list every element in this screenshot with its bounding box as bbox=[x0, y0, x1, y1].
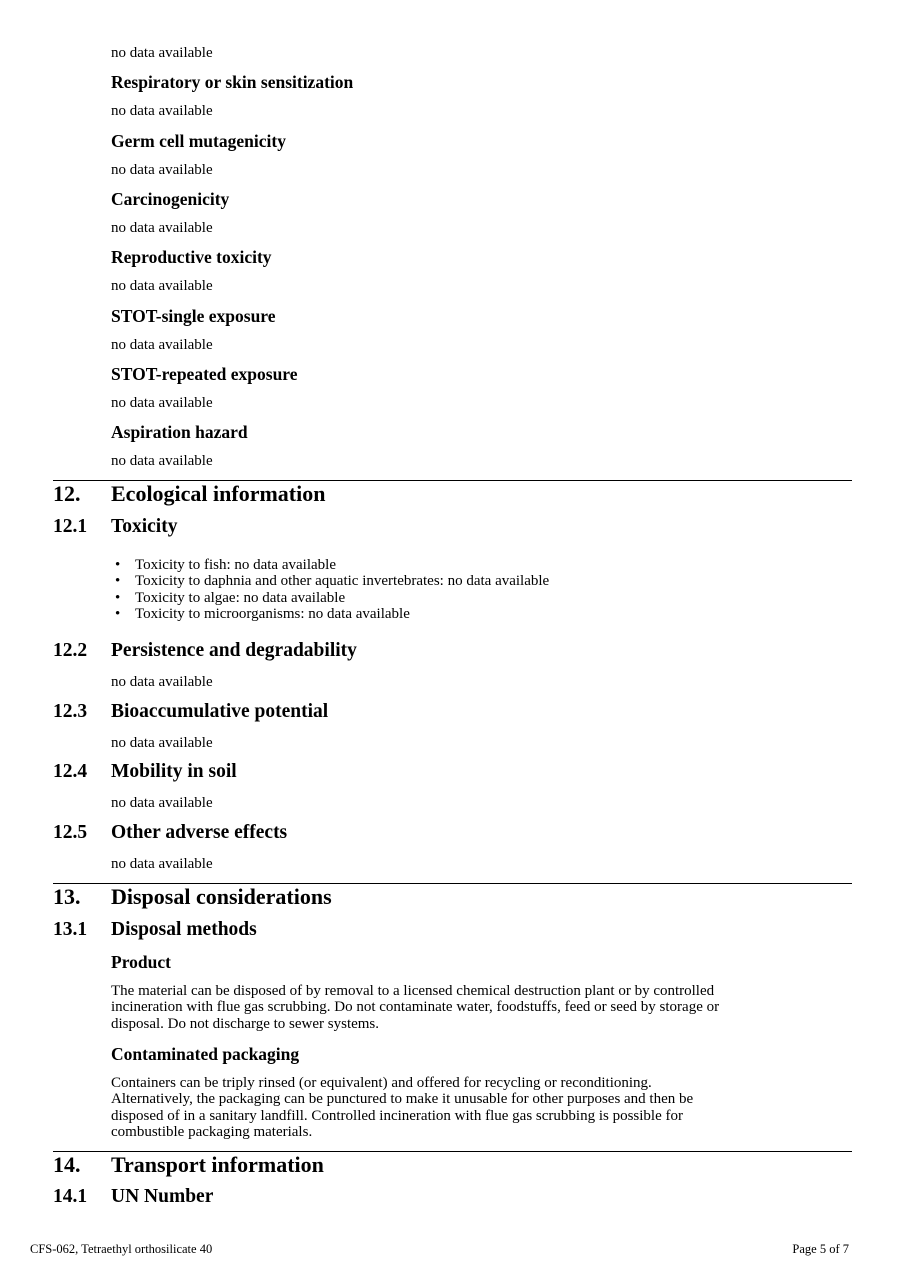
stot-repeated-heading: STOT-repeated exposure bbox=[111, 364, 298, 384]
list-item: • Toxicity to daphnia and other aquatic invertebrates: no data available bbox=[115, 573, 550, 590]
toxicity-bullet-list bbox=[111, 557, 549, 622]
section-12-3-number: 12.3 bbox=[53, 701, 88, 722]
section-13-number: 13. bbox=[53, 884, 81, 909]
carcinogenicity-heading: Carcinogenicity bbox=[111, 189, 230, 209]
product-paragraph: The material can be disposed of by removal to a licensed chemical destruction plant or by controlled incineration with flue gas scrubbing. Do not contaminate water, foodstuffs, feed or seed by storage or disposal. Do not discharge to sewer systems. bbox=[111, 983, 720, 1032]
list-item: • Toxicity to fish: no data available bbox=[115, 557, 336, 573]
contaminated-packaging-heading: Contaminated packaging bbox=[111, 1044, 300, 1064]
reproductive-toxicity-heading: Reproductive toxicity bbox=[111, 247, 272, 267]
respiratory-sensitization-value: no data available bbox=[111, 103, 213, 119]
section-12-1-number: 12.1 bbox=[53, 516, 88, 537]
reproductive-toxicity-value: no data available bbox=[111, 278, 213, 294]
footer-page-number: Page 5 of 7 bbox=[792, 1242, 849, 1256]
bullet-icon: • bbox=[115, 557, 121, 573]
section-12-2-number: 12.2 bbox=[53, 640, 88, 661]
first-value-text: no data available bbox=[111, 45, 213, 61]
section-14-title: Transport information bbox=[111, 1152, 324, 1177]
section-12-2-title: Persistence and degradability bbox=[111, 640, 357, 661]
stot-single-heading: STOT-single exposure bbox=[111, 306, 276, 326]
section-14-number: 14. bbox=[53, 1152, 81, 1177]
packaging-paragraph: Containers can be triply rinsed (or equivalent) and offered for recycling or reconditioning. Alternatively, the packaging can be punctured to make it unusable for other purposes and then be disposed of in a sanitary landfill. Controlled incineration with flue gas scrubbing is possible for combustible packaging materials. bbox=[111, 1075, 694, 1140]
respiratory-sensitization-heading: Respiratory or skin sensitization bbox=[111, 72, 354, 92]
section-12-5-title: Other adverse effects bbox=[111, 822, 288, 843]
section-12-number: 12. bbox=[53, 481, 81, 506]
other-effects-value: no data available bbox=[111, 856, 213, 872]
aspiration-hazard-heading: Aspiration hazard bbox=[111, 422, 248, 442]
stot-repeated-value: no data available bbox=[111, 395, 213, 411]
persistence-value: no data available bbox=[111, 674, 213, 690]
bullet-icon: • bbox=[115, 589, 121, 606]
section-12-title: Ecological information bbox=[111, 481, 326, 506]
section-12-1-title: Toxicity bbox=[111, 516, 178, 537]
list-item: • Toxicity to algae: no data available bbox=[115, 589, 346, 606]
bioaccumulative-value: no data available bbox=[111, 735, 213, 751]
section-14-1-title: UN Number bbox=[111, 1186, 214, 1207]
germ-cell-mutagenicity-heading: Germ cell mutagenicity bbox=[111, 131, 286, 151]
product-heading: Product bbox=[111, 952, 171, 972]
carcinogenicity-value: no data available bbox=[111, 220, 213, 236]
section-12-5-number: 12.5 bbox=[53, 822, 88, 843]
bullet-icon: • bbox=[115, 573, 121, 590]
section-13-1-number: 13.1 bbox=[53, 919, 88, 940]
mobility-value: no data available bbox=[111, 795, 213, 811]
section-12-4-title: Mobility in soil bbox=[111, 761, 237, 782]
section-12-4-number: 12.4 bbox=[53, 761, 88, 782]
section-12-3-title: Bioaccumulative potential bbox=[111, 701, 329, 722]
footer-document-id: CFS-062, Tetraethyl orthosilicate 40 bbox=[30, 1242, 213, 1256]
bullet-icon: • bbox=[115, 605, 121, 622]
stot-single-value: no data available bbox=[111, 337, 213, 353]
section-13-1-title: Disposal methods bbox=[111, 919, 257, 940]
section-13-title: Disposal considerations bbox=[111, 884, 332, 909]
list-item: • Toxicity to microorganisms: no data available bbox=[115, 605, 410, 622]
section-14-1-number: 14.1 bbox=[53, 1186, 88, 1207]
aspiration-hazard-value: no data available bbox=[111, 453, 213, 469]
germ-cell-mutagenicity-value: no data available bbox=[111, 162, 213, 178]
